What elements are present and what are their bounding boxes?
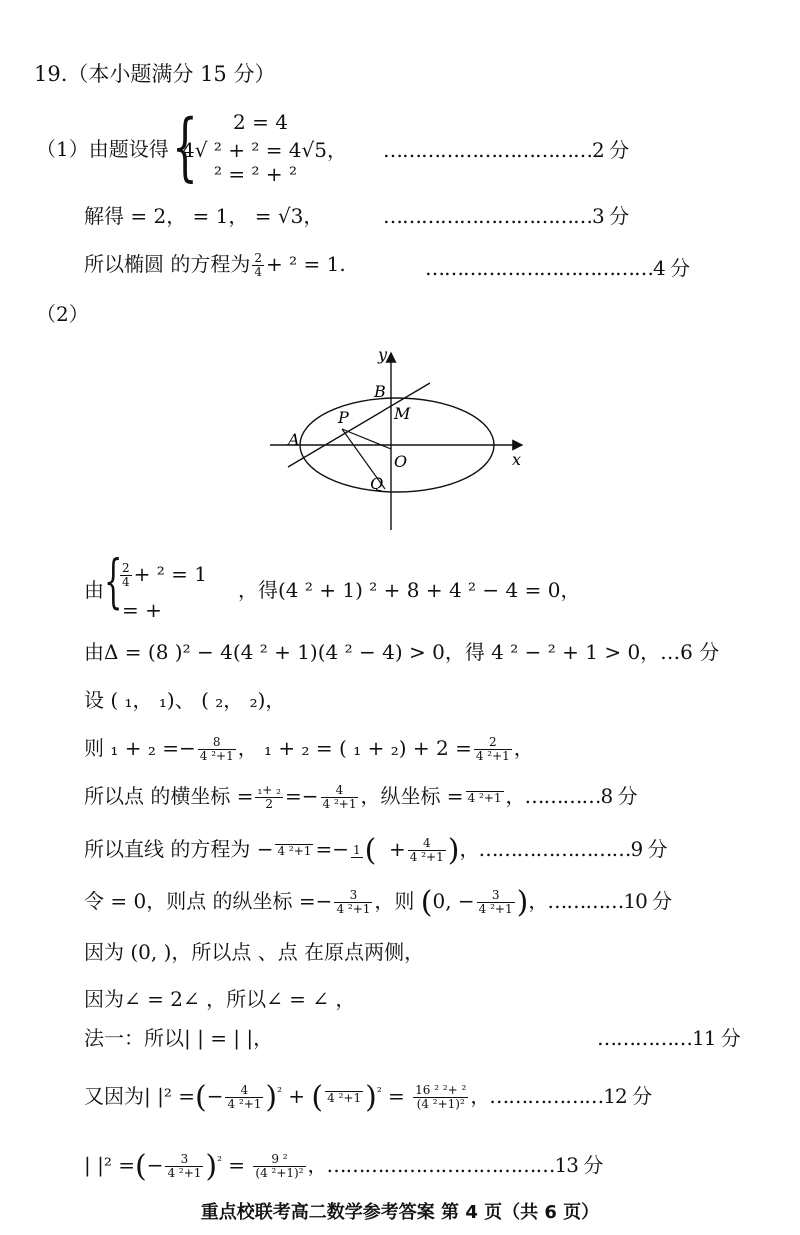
part2-let: 令 = 0，则点 的纵坐标 =− $\frac{3}{\text{4 ²+1}}$ ，则 (0, − $\frac{3}{\text{4 ²+1}}$ )，…………10 分	[84, 885, 672, 920]
label-B: B	[374, 382, 386, 401]
label-Q: Q	[370, 474, 384, 493]
part2-set: 设 ( ₁， ₁)、 ( ₂， ₂)，	[84, 688, 286, 712]
part2-sys-row1-tail: + ² = 1	[133, 562, 207, 586]
part2-then: 则 ₁ + ₂ =− $\frac{8}{\text{4 ²+1}}$ ， ₁ + ₂ = ( ₁ + ₂) + 2 = $\frac{2}{\text{4 ²+1}}$ ，	[84, 735, 534, 763]
part2-last: | |² =(− $\frac{3}{\text{4 ²+1}}$ )$^{^2}$ = $\frac{\text{9 ²}}{\text{(4 ²+1)²}}$ ，………………………………13 分	[84, 1149, 603, 1184]
part2-line: 所以直线 的方程为 − 4 ²+1 =− 1 ( + $\frac{4}{\text{4 ²+1}}$ )，……………………9 分	[84, 833, 667, 868]
ellipse-figure	[270, 345, 530, 535]
page-footer: 重点校联考高二数学参考答案 第 4 页（共 6 页）	[200, 1202, 600, 1223]
frac-neg4: $\frac{4}{\text{4 ²+1}}$	[322, 783, 357, 811]
part2-method1: 法一：所以| | = | |，	[84, 1026, 274, 1050]
frac-neg8: $\frac{8}{\text{4 ²+1}}$	[199, 735, 234, 763]
part1-sys-row3: ² = ² + ²	[214, 162, 297, 186]
part1-brace: {	[172, 104, 198, 190]
part1-sys-row2: 4√ ² + ² = 4√5，	[182, 138, 347, 162]
part2-point: 所以点 的横坐标 = $\frac{\text{₁+ ₂}}{2}$ =− $\frac{4}{\text{4 ²+1}}$ ，纵坐标 = 4 ²+1 ，…………8 分	[84, 783, 637, 811]
part2-sys-row2: = +	[122, 598, 162, 622]
part1-ellipse	[84, 252, 346, 279]
part1-dots3: ………………………………4 分	[425, 256, 690, 280]
part2-method1-dots: ……………11 分	[597, 1026, 740, 1050]
frac-2: $\frac{2}{\text{4 ²+1}}$	[475, 735, 510, 763]
frac-blank: 4 ²+1	[467, 790, 502, 805]
problem-header: 19.（本小题满分 15 分）	[34, 62, 276, 86]
label-x: x	[512, 450, 522, 469]
part1-dots1: ……………………………2 分	[383, 138, 629, 162]
label-P: P	[338, 408, 349, 427]
label-A: A	[288, 430, 300, 449]
part2-label: （2）	[36, 302, 89, 326]
part2-sys-row1: $\frac{2}{4}$ + ² = 1	[122, 561, 207, 589]
frac-x2-over-4: $\frac{2}{4}$	[254, 251, 262, 279]
ellipse-tail: + ² = 1.	[266, 252, 346, 276]
part1-label: （1）由题设得	[36, 137, 169, 161]
part2-brace: {	[104, 547, 123, 615]
part2-sys-result: ，得(4 ² + 1) ² + 8 + 4 ² − 4 = 0，	[238, 578, 581, 602]
label-y: y	[378, 345, 388, 364]
label-O: O	[394, 452, 408, 471]
frac-x12: $\frac{\text{₁+ ₂}}{2}$	[257, 783, 281, 811]
part1-solve: 解得 = 2， = 1， = √3，	[84, 204, 324, 228]
part2-because1: 因为 (0, )，所以点 、点 在原点两侧，	[84, 940, 425, 964]
part2-you: 由	[84, 578, 104, 602]
part2-delta: 由Δ = (8 )² − 4(4 ² + 1)(4 ² − 4) > 0，得 4 ² − ² + 1 > 0，…6 分	[84, 640, 720, 664]
part2-again: 又因为| |² =(− $\frac{4}{\text{4 ²+1}}$ )$^{^2}$ + ( 4 ²+1 )$^{^2}$ = $\frac{\text{16 ² ²+ ²}}{\text{(4 ²+1)²}}$ ，………………12 分	[84, 1080, 652, 1115]
ellipse-text: 所以椭圆 的方程为	[84, 252, 251, 276]
part1-dots2: ……………………………3 分	[383, 204, 629, 228]
part1-sys-row1: 2 = 4	[233, 110, 288, 134]
label-M: M	[394, 404, 411, 423]
part2-because2: 因为∠ = 2∠ ，所以∠ = ∠ ，	[84, 987, 356, 1011]
